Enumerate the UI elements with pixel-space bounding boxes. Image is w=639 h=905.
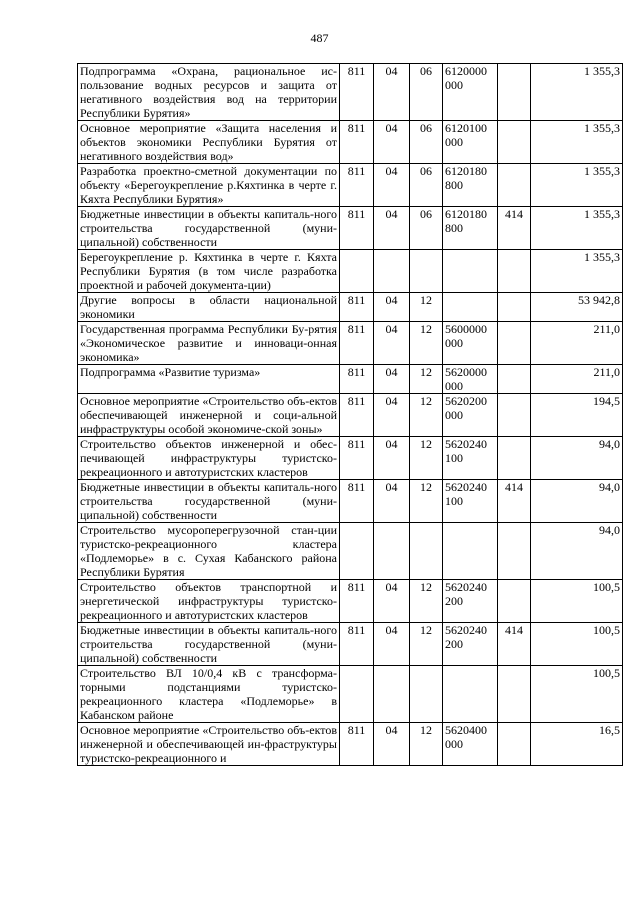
row-vr (498, 437, 531, 480)
row-rz: 04 (374, 394, 410, 437)
row-sum: 1 355,3 (531, 121, 623, 164)
row-sum: 1 355,3 (531, 250, 623, 293)
row-pr: 12 (410, 322, 443, 365)
row-csr-line1: 6120100 (445, 121, 487, 135)
row-csr-line1: 5620200 (445, 394, 487, 408)
row-csr-line1: 6120180 (445, 207, 487, 221)
row-pr: 12 (410, 365, 443, 394)
row-csr-line2: 000 (445, 408, 463, 422)
page-number: 487 (310, 31, 329, 45)
row-vr (498, 723, 531, 766)
row-csr-line2: 000 (445, 379, 463, 393)
row-vr (498, 250, 531, 293)
row-vr (498, 164, 531, 207)
row-vr (498, 394, 531, 437)
row-ved: 811 (340, 293, 374, 322)
row-pr: 06 (410, 164, 443, 207)
row-csr-line2: 100 (445, 451, 463, 465)
row-csr (443, 293, 498, 322)
row-sum: 100,5 (531, 623, 623, 666)
table-row (78, 64, 623, 121)
row-vr (498, 523, 531, 580)
row-csr (443, 365, 498, 394)
row-name: Подпрограмма «Охрана, рациональное ис-пользование водных ресурсов и защита от негативного воздействия вод на территории Республики Бурятия» (78, 64, 340, 121)
table-row (78, 623, 623, 666)
row-sum: 1 355,3 (531, 64, 623, 121)
row-pr: 12 (410, 723, 443, 766)
table-row (78, 164, 623, 207)
row-ved: 811 (340, 394, 374, 437)
row-csr (443, 250, 498, 293)
table-row (78, 523, 623, 580)
row-rz: 04 (374, 580, 410, 623)
row-name: Бюджетные инвестиции в объекты капиталь-ного строительства государственной (муни-ципальной) собственности (78, 480, 340, 523)
row-csr-line2: 800 (445, 178, 463, 192)
row-csr (443, 723, 498, 766)
row-csr-line2: 000 (445, 135, 463, 149)
row-csr (443, 121, 498, 164)
table-row (78, 723, 623, 766)
row-vr (498, 666, 531, 723)
row-csr (443, 523, 498, 580)
row-csr-line1: 5620400 (445, 723, 487, 737)
table-row (78, 207, 623, 250)
row-csr-line1: 5620000 (445, 365, 487, 379)
row-rz (374, 250, 410, 293)
row-vr (498, 580, 531, 623)
budget-table (77, 63, 623, 766)
row-csr-line1: 6120180 (445, 164, 487, 178)
row-vr: 414 (498, 623, 531, 666)
row-pr: 06 (410, 64, 443, 121)
row-rz: 04 (374, 623, 410, 666)
row-csr-line1: 5620240 (445, 580, 487, 594)
table-row (78, 322, 623, 365)
table-row (78, 293, 623, 322)
row-sum: 53 942,8 (531, 293, 623, 322)
row-ved: 811 (340, 480, 374, 523)
row-name: Основное мероприятие «Защита населения и объектов экономики Республики Бурятия от негативного воздействия вод» (78, 121, 340, 164)
row-rz: 04 (374, 121, 410, 164)
row-sum: 211,0 (531, 365, 623, 394)
row-ved: 811 (340, 164, 374, 207)
row-name: Берегоукрепление р. Кяхтинка в черте г. Кяхта Республики Бурятия (в том числе разработка проектной и рабочей документа-ции) (78, 250, 340, 293)
row-csr (443, 394, 498, 437)
row-ved: 811 (340, 64, 374, 121)
row-sum: 194,5 (531, 394, 623, 437)
row-sum: 100,5 (531, 580, 623, 623)
row-sum: 1 355,3 (531, 164, 623, 207)
row-rz: 04 (374, 365, 410, 394)
row-ved: 811 (340, 580, 374, 623)
row-pr: 12 (410, 437, 443, 480)
row-csr-line1: 5620240 (445, 480, 487, 494)
row-sum: 94,0 (531, 480, 623, 523)
table-row (78, 480, 623, 523)
row-sum: 1 355,3 (531, 207, 623, 250)
row-vr: 414 (498, 480, 531, 523)
table-row (78, 121, 623, 164)
row-rz: 04 (374, 293, 410, 322)
row-csr (443, 207, 498, 250)
row-rz (374, 523, 410, 580)
row-vr (498, 293, 531, 322)
row-name: Основное мероприятие «Строительство объ-ектов инженерной и обеспечивающей ин-фраструктуры туристско-рекреационного и (78, 723, 340, 766)
row-csr (443, 480, 498, 523)
row-csr-line1: 5620240 (445, 623, 487, 637)
row-name: Строительство ВЛ 10/0,4 кВ с трансформа-торными подстанциями туристско-рекреационного кластера «Подлеморье» в Кабанском районе (78, 666, 340, 723)
row-rz (374, 666, 410, 723)
row-pr: 12 (410, 394, 443, 437)
row-sum: 94,0 (531, 437, 623, 480)
table-row (78, 580, 623, 623)
row-pr (410, 666, 443, 723)
row-ved: 811 (340, 121, 374, 164)
row-pr: 12 (410, 480, 443, 523)
row-rz: 04 (374, 480, 410, 523)
row-csr-line2: 800 (445, 221, 463, 235)
row-rz: 04 (374, 723, 410, 766)
row-csr-line2: 000 (445, 78, 463, 92)
table-row (78, 666, 623, 723)
row-ved: 811 (340, 365, 374, 394)
row-pr (410, 523, 443, 580)
row-vr (498, 365, 531, 394)
row-ved (340, 250, 374, 293)
row-csr (443, 580, 498, 623)
row-ved: 811 (340, 207, 374, 250)
row-csr-line2: 200 (445, 594, 463, 608)
row-name: Другие вопросы в области национальной экономики (78, 293, 340, 322)
row-rz: 04 (374, 207, 410, 250)
row-name: Подпрограмма «Развитие туризма» (78, 365, 340, 394)
row-rz: 04 (374, 322, 410, 365)
row-ved (340, 666, 374, 723)
row-vr (498, 121, 531, 164)
row-csr (443, 666, 498, 723)
row-csr-line1: 6120000 (445, 64, 487, 78)
table-row (78, 365, 623, 394)
row-ved: 811 (340, 322, 374, 365)
row-csr-line1: 5600000 (445, 322, 487, 336)
row-name: Государственная программа Республики Бу-рятия «Экономическое развитие и инноваци-онная экономика» (78, 322, 340, 365)
row-pr: 12 (410, 623, 443, 666)
row-csr (443, 322, 498, 365)
row-pr: 12 (410, 293, 443, 322)
row-ved (340, 523, 374, 580)
row-pr (410, 250, 443, 293)
row-sum: 211,0 (531, 322, 623, 365)
row-name: Бюджетные инвестиции в объекты капиталь-ного строительства государственной (муни-ципальной) собственности (78, 207, 340, 250)
row-name: Строительство объектов инженерной и обес-печивающей инфраструктуры туристско-рекреационного и автотуристских кластеров (78, 437, 340, 480)
row-vr (498, 64, 531, 121)
row-pr: 06 (410, 207, 443, 250)
row-csr (443, 64, 498, 121)
row-name: Строительство объектов транспортной и энергетической инфраструктуры туристско-рекреационного и автотуристских кластеров (78, 580, 340, 623)
table-row (78, 394, 623, 437)
row-name: Основное мероприятие «Строительство объ-ектов обеспечивающей инженерной и соци-альной инфраструктуры особой экономиче-ской зоны» (78, 394, 340, 437)
row-ved: 811 (340, 623, 374, 666)
row-csr-line2: 200 (445, 637, 463, 651)
row-name: Бюджетные инвестиции в объекты капиталь-ного строительства государственной (муни-ципальной) собственности (78, 623, 340, 666)
row-vr: 414 (498, 207, 531, 250)
row-pr: 06 (410, 121, 443, 164)
row-pr: 12 (410, 580, 443, 623)
row-rz: 04 (374, 437, 410, 480)
row-rz: 04 (374, 64, 410, 121)
row-ved: 811 (340, 723, 374, 766)
row-sum: 100,5 (531, 666, 623, 723)
row-vr (498, 322, 531, 365)
table-row (78, 437, 623, 480)
table-row (78, 250, 623, 293)
row-rz: 04 (374, 164, 410, 207)
row-sum: 94,0 (531, 523, 623, 580)
row-csr-line2: 000 (445, 737, 463, 751)
row-csr (443, 437, 498, 480)
row-ved: 811 (340, 437, 374, 480)
table-body (78, 64, 623, 766)
row-csr (443, 164, 498, 207)
row-sum: 16,5 (531, 723, 623, 766)
row-csr (443, 623, 498, 666)
row-csr-line2: 100 (445, 494, 463, 508)
row-csr-line2: 000 (445, 336, 463, 350)
row-csr-line1: 5620240 (445, 437, 487, 451)
row-name: Разработка проектно-сметной документации по объекту «Берегоукрепление р.Кяхтинка в черте г. Кяхта Республики Бурятия» (78, 164, 340, 207)
row-name: Строительство мусороперегрузочной стан-ции туристско-рекреационного кластера «Подлеморье» в с. Сухая Кабанского района Республики Бурятия (78, 523, 340, 580)
